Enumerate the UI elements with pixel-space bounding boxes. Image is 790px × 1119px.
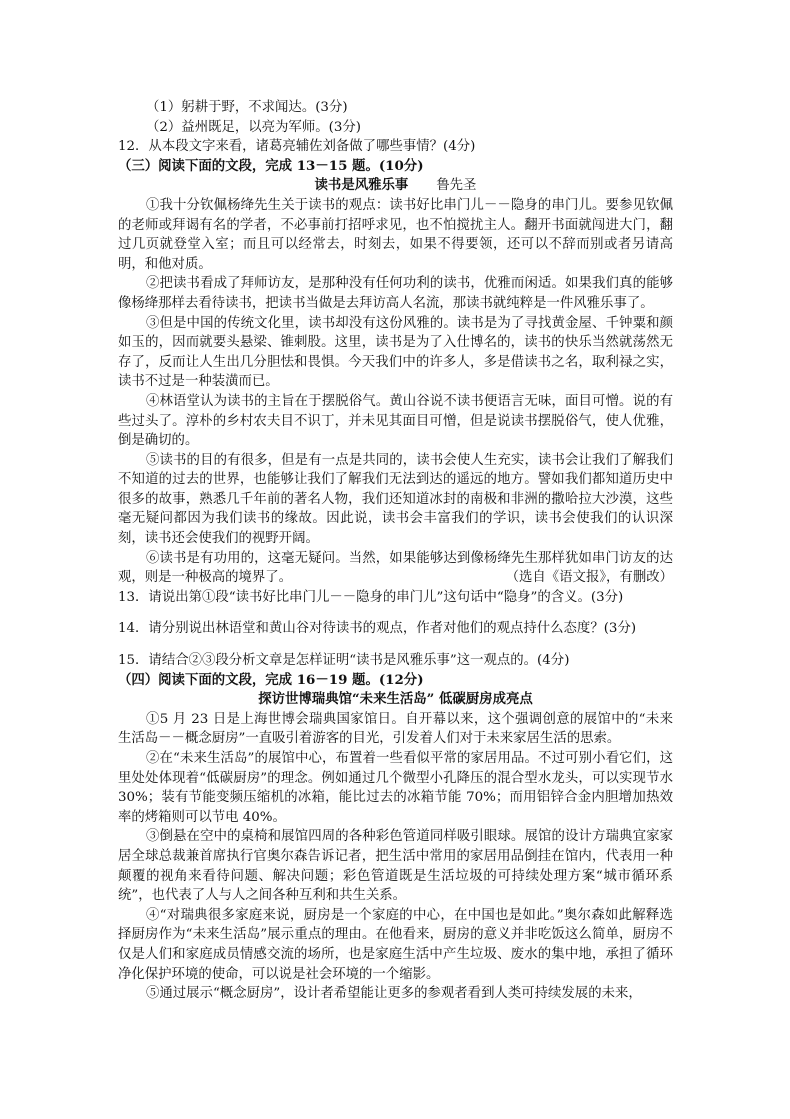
section-3-author: 鲁先圣 (436, 178, 477, 194)
translation-item-2: （2）益州既足，以亮为军师。(3分) (146, 119, 361, 135)
section-3-title: 读书是风雅乐事 (314, 177, 409, 194)
document-body (118, 98, 673, 1004)
section-4-paragraph-5: ⑤通过展示“概念厨房”，设计者希望能让更多的参观者看到人类可持续发展的未来， (146, 986, 642, 1002)
section-3-title-line (118, 176, 673, 196)
question-12: 12．从本段文字来看，诸葛亮辅佐刘备做了哪些事情？(4分) (118, 139, 476, 155)
section-4-paragraph-3: ③倒悬在空中的桌椅和展馆四周的各种彩色管道同样吸引眼球。展馆的设计方瑞典宜家家居全球总裁兼首席执行官奥尔森告诉记者，把生活中常用的家居用品倒挂在馆内，代表用一种颠覆的视角来看待问题、解决问题；彩色管道既是生活垃圾的可持续处理方案“城市循环系统”，也代表了人与人之间各种互利和共生关系。 (118, 829, 673, 904)
section-4-paragraph-2: ②在“未来生活岛”的展馆中心，布置着一些看似平常的家居用品。不过可别小看它们，这里处处体现着“低碳厨房”的理念。例如通过几个微型小孔降压的混合型水龙头，可以实现节水 30%；装有节能变频压缩机的冰箱，能比过去的冰箱节能 70%；而用铝锌合金内胆增加热效率的烤箱则可以节电 40%。 (118, 751, 673, 825)
section-3-paragraph-3: ③但是中国的传统文化里，读书却没有这份风雅的。读书是为了寻找黄金屋、千钟粟和颜如玉的，因而就要头悬梁、锥刺股。这里，读书是为了入仕博名的，读书的快乐当然就荡然无存了，反而让人生出几分胆怯和畏惧。今天我们中的许多人，多是借读书之名，取利禄之实，读书不过是一种装潢而已。 (118, 315, 673, 390)
section-4-heading: （四）阅读下面的文段，完成 16－19 题。(12分) (118, 671, 424, 688)
question-13: 13．请说出第①段“读书好比串门儿－－隐身的串门儿”这句话中“隐身”的含义。(3分) (118, 589, 624, 605)
translation-item-1: （1）躬耕于野，不求闻达。(3分) (146, 100, 348, 115)
section-4-title: 探访世博瑞典馆“未来生活岛” 低碳厨房成亮点 (258, 691, 533, 708)
section-3-paragraph-6 (118, 549, 673, 588)
section-3-heading: （三）阅读下面的文段，完成 13－15 题。(10分) (118, 157, 424, 174)
question-15: 15．请结合②③段分析文章是怎样证明“读书是风雅乐事”这一观点的。(4分) (118, 653, 570, 669)
section-4-paragraph-1: ①5 月 23 日是上海世博会瑞典国家馆日。自开幕以来，这个强调创意的展馆中的“未来生活岛－－概念厨房”一直吸引着游客的目光，引发着人们对于未来家居生活的思索。 (118, 711, 673, 747)
source-note: （选自《语文报》，有删改） (505, 570, 673, 586)
section-3-paragraph-4: ④林语堂认为读书的主旨在于摆脱俗气。黄山谷说不读书便语言无味，面目可憎。说的有些过头了。淳朴的乡村农夫目不识丁，并未见其面目可憎，但是说读书摆脱俗气，使人优雅，倒是确切的。 (118, 393, 673, 449)
section-3-paragraph-1: ①我十分钦佩杨绛先生关于读书的观点：读书好比串门儿－－隐身的串门儿。要参见钦佩的老师或拜谒有名的学者，不必事前打招呼求见，也不怕搅扰主人。翻开书面就闯进大门，翻过几页就登堂入室；而且可以经常去，时刻去，如果不得要领，还可以不辞而别或者另请高明，和他对质。 (118, 197, 673, 272)
section-3-paragraph-2: ②把读书看成了拜师访友，是那种没有任何功利的读书，优雅而闲适。如果我们真的能够像杨绛那样去看待读书，把读书当做是去拜访高人名流，那读书就纯粹是一件风雅乐事了。 (118, 276, 673, 311)
section-4-paragraph-4: ④“对瑞典很多家庭来说，厨房是一个家庭的中心，在中国也是如此。”奥尔森如此解释选择厨房作为“未来生活岛”展示重点的理由。在他看来，厨房的意义并非吃饭这么简单，厨房不仅是人们和家庭成员情感交流的场所，也是家庭生活中产生垃圾、废水的集中地，承担了循环净化保护环境的使命，可以说是社会环境的一个缩影。 (118, 907, 673, 982)
question-14: 14．请分别说出林语堂和黄山谷对待读书的观点，作者对他们的观点持什么态度？(3分) (118, 621, 637, 637)
section-3-paragraph-6-text: ⑥读书是有功用的，这毫无疑问。当然，如果能够达到像杨绛先生那样犹如串门访友的达观，则是一种极高的境界了。 (118, 550, 673, 586)
section-3-paragraph-5: ⑤读书的目的有很多，但是有一点是共同的，读书会使人生充实，读书会让我们了解我们不知道的过去的世界，也能够让我们了解我们无法到达的遥远的地方。譬如我们都知道历史中很多的故事，熟悉几千年前的著名人物，我们还知道冰封的南极和非洲的撒哈拉大沙漠，这些毫无疑问都因为我们读书的缘故。因此说，读书会丰富我们的学识，读书会使我们的认识深刻，读书还会使我们的视野开阔。 (118, 452, 673, 547)
